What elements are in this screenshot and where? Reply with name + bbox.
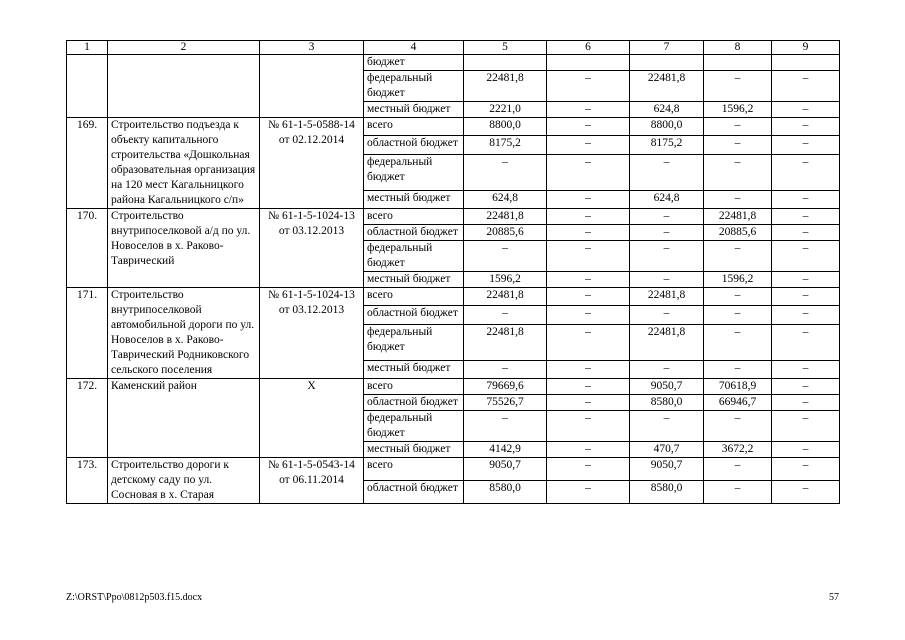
value-cell: –: [630, 306, 704, 324]
value-cell: –: [547, 118, 630, 136]
value-cell: –: [772, 71, 840, 102]
page-number: 57: [829, 592, 839, 603]
header-cell: 6: [547, 41, 630, 55]
header-cell: 5: [464, 41, 547, 55]
budget-type-cell: всего: [364, 288, 464, 306]
value-cell: 8580,0: [464, 481, 547, 504]
value-cell: –: [772, 118, 840, 136]
value-cell: [772, 55, 840, 71]
value-cell: –: [547, 411, 630, 442]
value-cell: –: [772, 458, 840, 481]
header-cell: 7: [630, 41, 704, 55]
entry-number: 172.: [67, 379, 108, 458]
value-cell: –: [772, 360, 840, 378]
empty-cell: [108, 55, 260, 118]
value-cell: 470,7: [630, 442, 704, 458]
value-cell: –: [464, 154, 547, 190]
value-cell: –: [547, 379, 630, 395]
entry-document: № 61-1-5-0588-14 от 02.12.2014: [260, 118, 364, 209]
value-cell: 22481,8: [464, 324, 547, 360]
entry-number: 171.: [67, 288, 108, 379]
budget-table: [66, 40, 840, 504]
value-cell: [464, 55, 547, 71]
value-cell: –: [630, 225, 704, 241]
entry-name: Каменский район: [108, 379, 260, 458]
empty-cell: [260, 55, 364, 118]
value-cell: –: [464, 411, 547, 442]
budget-type-cell: местный бюджет: [364, 190, 464, 208]
budget-type-cell: местный бюджет: [364, 360, 464, 378]
value-cell: –: [547, 306, 630, 324]
value-cell: –: [547, 458, 630, 481]
value-cell: –: [547, 481, 630, 504]
entry-document: Х: [260, 379, 364, 458]
value-cell: 9050,7: [630, 458, 704, 481]
entry-name: Строительство внутрипоселковой автомобильной дороги по ул. Новоселов в х. Раково-Таврический Родниковского сельского поселения: [108, 288, 260, 379]
value-cell: 4142,9: [464, 442, 547, 458]
value-cell: –: [704, 411, 772, 442]
value-cell: –: [704, 71, 772, 102]
value-cell: –: [547, 71, 630, 102]
value-cell: –: [704, 154, 772, 190]
value-cell: 8800,0: [630, 118, 704, 136]
table-row: [67, 458, 840, 481]
value-cell: –: [704, 360, 772, 378]
value-cell: 22481,8: [704, 209, 772, 225]
value-cell: 20885,6: [464, 225, 547, 241]
entry-name: Строительство дороги к детскому саду по ул. Сосновая в х. Старая: [108, 458, 260, 504]
value-cell: –: [630, 209, 704, 225]
value-cell: 22481,8: [464, 71, 547, 102]
value-cell: –: [772, 272, 840, 288]
value-cell: 1596,2: [704, 272, 772, 288]
entry-name: Строительство внутрипоселковой а/д по ул. Новоселов в х. Раково-Таврический: [108, 209, 260, 288]
value-cell: –: [630, 272, 704, 288]
value-cell: 22481,8: [464, 209, 547, 225]
entry-name: Строительство подъезда к объекту капитального строительства «Дошкольная образовательная организация на 120 мест Кагальницкого района Кагальницкого с/п»: [108, 118, 260, 209]
value-cell: –: [630, 360, 704, 378]
value-cell: –: [772, 225, 840, 241]
value-cell: –: [772, 154, 840, 190]
value-cell: –: [772, 102, 840, 118]
value-cell: 22481,8: [630, 324, 704, 360]
value-cell: –: [630, 241, 704, 272]
value-cell: –: [704, 306, 772, 324]
entry-number: 169.: [67, 118, 108, 209]
value-cell: [704, 55, 772, 71]
value-cell: –: [464, 360, 547, 378]
value-cell: [547, 55, 630, 71]
budget-type-cell: областной бюджет: [364, 225, 464, 241]
value-cell: 8175,2: [464, 136, 547, 154]
value-cell: 75526,7: [464, 395, 547, 411]
value-cell: 8800,0: [464, 118, 547, 136]
value-cell: –: [772, 411, 840, 442]
value-cell: 9050,7: [630, 379, 704, 395]
budget-type-cell: местный бюджет: [364, 442, 464, 458]
budget-type-cell: областной бюджет: [364, 136, 464, 154]
file-path: Z:\ORST\Ppo\0812p503.f15.docx: [66, 592, 203, 603]
header-cell: 9: [772, 41, 840, 55]
value-cell: –: [704, 481, 772, 504]
value-cell: –: [547, 241, 630, 272]
budget-type-cell: областной бюджет: [364, 481, 464, 504]
value-cell: 79669,6: [464, 379, 547, 395]
table-row: [67, 55, 840, 71]
value-cell: 8580,0: [630, 481, 704, 504]
value-cell: –: [704, 118, 772, 136]
value-cell: –: [547, 190, 630, 208]
value-cell: –: [547, 395, 630, 411]
budget-type-cell: федеральный бюджет: [364, 324, 464, 360]
value-cell: –: [547, 288, 630, 306]
value-cell: –: [772, 190, 840, 208]
value-cell: –: [772, 481, 840, 504]
budget-type-cell: местный бюджет: [364, 102, 464, 118]
budget-type-cell: всего: [364, 118, 464, 136]
value-cell: –: [704, 241, 772, 272]
value-cell: 3672,2: [704, 442, 772, 458]
table-row: [67, 118, 840, 136]
header-cell: 1: [67, 41, 108, 55]
budget-type-cell: федеральный бюджет: [364, 241, 464, 272]
value-cell: –: [547, 272, 630, 288]
value-cell: 1596,2: [464, 272, 547, 288]
budget-type-cell: всего: [364, 379, 464, 395]
value-cell: –: [547, 324, 630, 360]
value-cell: –: [630, 411, 704, 442]
budget-type-cell: всего: [364, 209, 464, 225]
value-cell: –: [772, 442, 840, 458]
value-cell: –: [772, 306, 840, 324]
table-row: [67, 379, 840, 395]
value-cell: 8580,0: [630, 395, 704, 411]
value-cell: –: [547, 360, 630, 378]
budget-type-cell: областной бюджет: [364, 306, 464, 324]
header-cell: 8: [704, 41, 772, 55]
value-cell: –: [547, 136, 630, 154]
budget-type-cell: бюджет: [364, 55, 464, 71]
budget-type-cell: федеральный бюджет: [364, 71, 464, 102]
value-cell: –: [772, 288, 840, 306]
value-cell: –: [547, 225, 630, 241]
value-cell: 66946,7: [704, 395, 772, 411]
entry-number: 170.: [67, 209, 108, 288]
value-cell: 2221,0: [464, 102, 547, 118]
value-cell: 22481,8: [630, 71, 704, 102]
value-cell: 624,8: [464, 190, 547, 208]
value-cell: [630, 55, 704, 71]
value-cell: –: [704, 324, 772, 360]
value-cell: –: [772, 379, 840, 395]
value-cell: 1596,2: [704, 102, 772, 118]
value-cell: –: [704, 458, 772, 481]
entry-document: № 61-1-5-1024-13 от 03.12.2013: [260, 288, 364, 379]
value-cell: –: [547, 154, 630, 190]
value-cell: 22481,8: [630, 288, 704, 306]
budget-type-cell: федеральный бюджет: [364, 411, 464, 442]
header-cell: 3: [260, 41, 364, 55]
value-cell: 22481,8: [464, 288, 547, 306]
value-cell: 20885,6: [704, 225, 772, 241]
value-cell: –: [704, 288, 772, 306]
value-cell: 624,8: [630, 102, 704, 118]
value-cell: –: [630, 154, 704, 190]
value-cell: –: [772, 241, 840, 272]
value-cell: 624,8: [630, 190, 704, 208]
value-cell: –: [772, 395, 840, 411]
value-cell: –: [704, 190, 772, 208]
header-row: [67, 41, 840, 55]
value-cell: 70618,9: [704, 379, 772, 395]
value-cell: –: [772, 324, 840, 360]
table-row: [67, 209, 840, 225]
budget-type-cell: всего: [364, 458, 464, 481]
value-cell: –: [704, 136, 772, 154]
value-cell: 8175,2: [630, 136, 704, 154]
header-cell: 2: [108, 41, 260, 55]
value-cell: 9050,7: [464, 458, 547, 481]
budget-type-cell: местный бюджет: [364, 272, 464, 288]
header-cell: 4: [364, 41, 464, 55]
value-cell: –: [464, 306, 547, 324]
budget-type-cell: областной бюджет: [364, 395, 464, 411]
budget-type-cell: федеральный бюджет: [364, 154, 464, 190]
value-cell: –: [772, 209, 840, 225]
table-row: [67, 288, 840, 306]
entry-document: № 61-1-5-0543-14 от 06.11.2014: [260, 458, 364, 504]
value-cell: –: [464, 241, 547, 272]
value-cell: –: [547, 209, 630, 225]
value-cell: –: [547, 102, 630, 118]
value-cell: –: [547, 442, 630, 458]
empty-cell: [67, 55, 108, 118]
entry-document: № 61-1-5-1024-13 от 03.12.2013: [260, 209, 364, 288]
entry-number: 173.: [67, 458, 108, 504]
value-cell: –: [772, 136, 840, 154]
